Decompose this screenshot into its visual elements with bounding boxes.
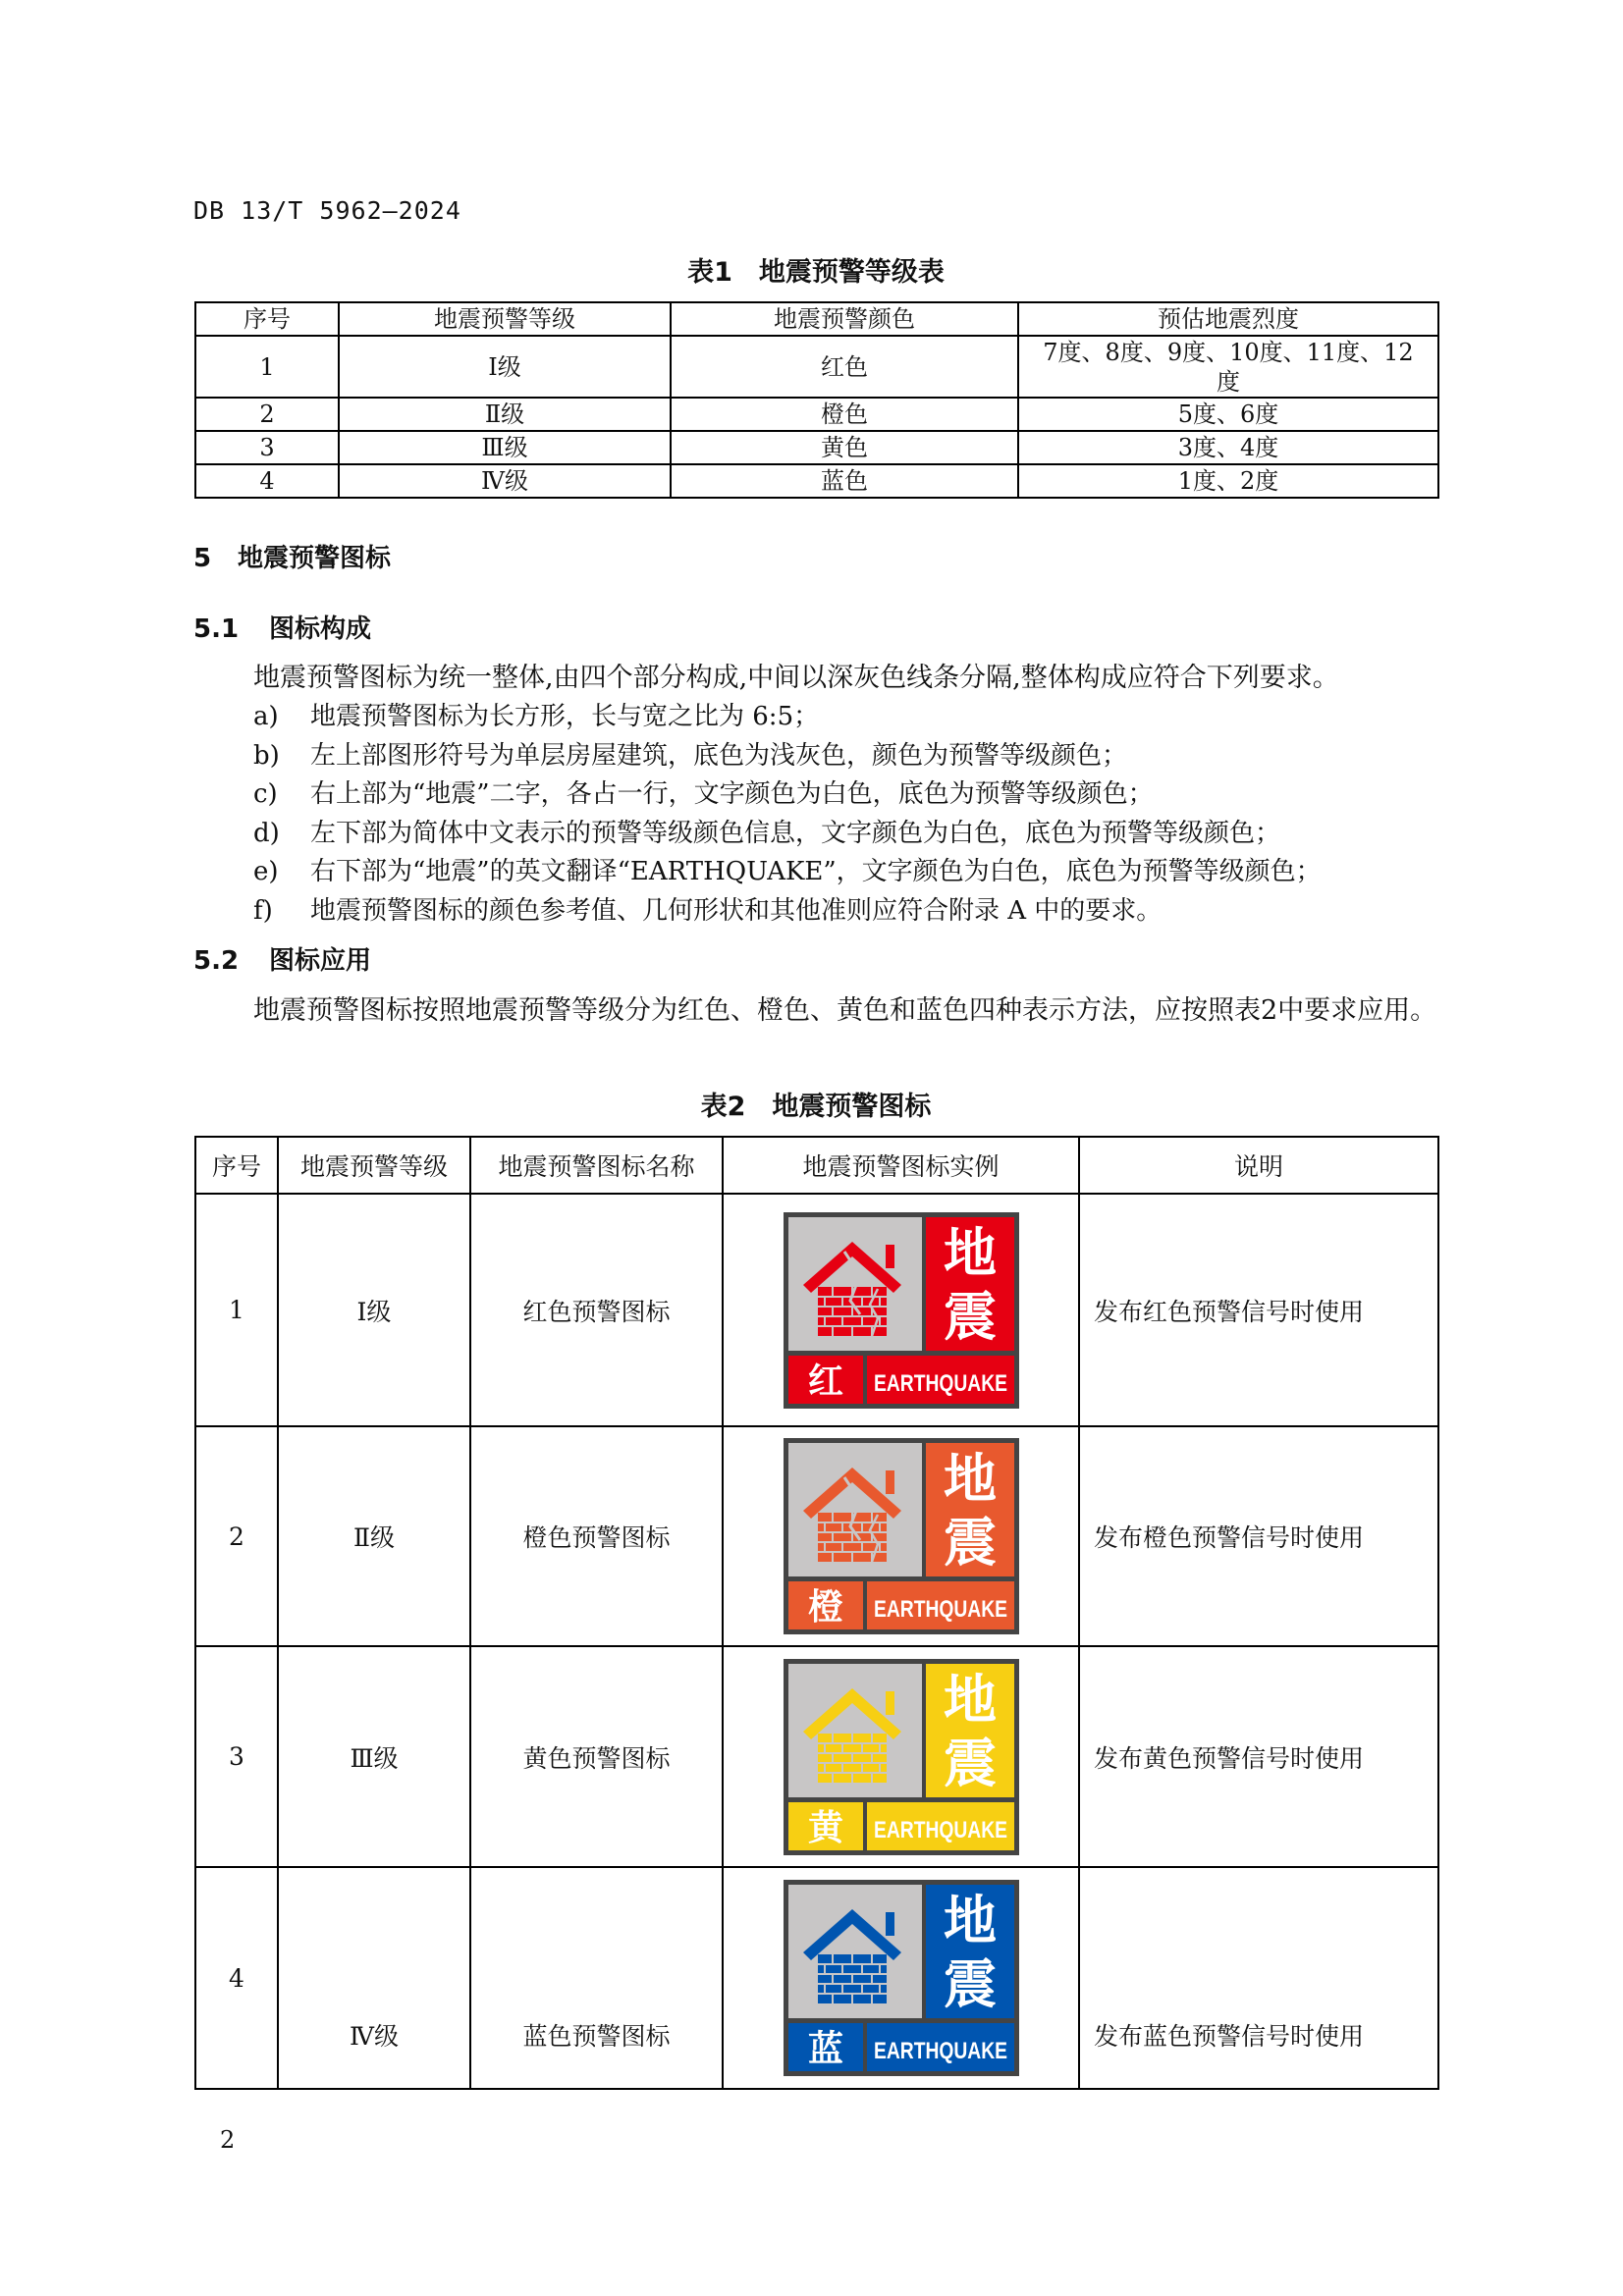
table-row: [195, 464, 1438, 498]
section-number: 5.1: [193, 614, 240, 644]
table1-cell-intensity: 3度、4度: [1018, 431, 1438, 464]
icon-english-label: EARTHQUAKE: [873, 1596, 1007, 1623]
table1-header-color: 地震预警颜色: [671, 302, 1018, 336]
section-5-heading: [193, 538, 391, 574]
yellow-warning-icon: [724, 1659, 1078, 1855]
list-text: 地震预警图标为长方形，长与宽之比为 6:5；: [310, 702, 820, 731]
table2-cell-name: 黄色预警图标: [470, 1646, 723, 1867]
section-5-2-intro: 地震预警图标按照地震预警等级分为红色、橙色、黄色和蓝色四种表示方法，应按照表2中要求应用。: [253, 995, 1437, 1026]
table2-cell-name: 蓝色预警图标: [470, 1867, 723, 2089]
table1-cell-color: 红色: [671, 336, 1018, 398]
section-number: 5.2: [193, 946, 240, 976]
table1-cell-intensity: 1度、2度: [1018, 464, 1438, 498]
icon-char-zhen: 震: [943, 1285, 997, 1348]
table-row: [195, 1646, 1438, 1867]
icon-char-zhen: 震: [943, 1732, 997, 1794]
table1-cell-color: 蓝色: [671, 464, 1018, 498]
list-item: [253, 737, 1322, 776]
icon-color-label: 蓝: [807, 2029, 843, 2069]
list-text: 右上部为“地震”二字，各占一行，文字颜色为白色，底色为预警等级颜色；: [310, 779, 1154, 809]
icon-char-di: 地: [943, 1890, 997, 1951]
list-marker: d): [253, 818, 280, 848]
table2-cell-level: Ⅱ级: [278, 1426, 470, 1646]
table1-header-intensity: 预估地震烈度: [1018, 302, 1438, 336]
icon-english-label: EARTHQUAKE: [873, 1369, 1007, 1397]
orange-warning-icon: [724, 1438, 1078, 1634]
icon-char-zhen: 震: [943, 1512, 997, 1574]
table2-header-description: 说明: [1079, 1137, 1438, 1194]
table1-cell-intensity: 5度、6度: [1018, 398, 1438, 431]
table1-cell-level: Ⅱ级: [339, 398, 671, 431]
table2-cell-no: 2: [195, 1426, 278, 1646]
table2-header-name: 地震预警图标名称: [470, 1137, 723, 1194]
section-title: 图标应用: [269, 946, 372, 976]
table-row: [195, 1426, 1438, 1646]
list-text: 左下部为简体中文表示的预警等级颜色信息，文字颜色为白色，底色为预警等级颜色；: [310, 818, 1281, 848]
section-title: 地震预警图标: [238, 544, 392, 573]
table1-cell-intensity: 7度、8度、9度、10度、11度、12度: [1018, 336, 1438, 398]
table1-cell-color: 橙色: [671, 398, 1018, 431]
table-row: [195, 398, 1438, 431]
icon-color-label: 黄: [807, 1807, 843, 1848]
icon-english-label: EARTHQUAKE: [873, 2038, 1007, 2064]
icon-char-zhen: 震: [943, 1953, 997, 2015]
table2-cell-name: 橙色预警图标: [470, 1426, 723, 1646]
table2-cell-no: 4: [195, 1867, 278, 2089]
section-5-2-heading: [193, 940, 371, 977]
icon-char-di: 地: [943, 1221, 997, 1284]
icon-english-label: EARTHQUAKE: [873, 1816, 1007, 1843]
table2-header-level: 地震预警等级: [278, 1137, 470, 1194]
table1-cell-level: Ⅳ级: [339, 464, 671, 498]
table2-earthquake-warning-icons: [194, 1136, 1439, 2090]
table2-cell-description: 发布橙色预警信号时使用: [1079, 1426, 1438, 1646]
table2-cell-icon: [723, 1426, 1079, 1646]
table2-header-no: 序号: [195, 1137, 278, 1194]
table2-cell-level: Ⅲ级: [278, 1646, 470, 1867]
page-number: 2: [220, 2126, 236, 2154]
list-marker: b): [253, 740, 280, 771]
earthquake-warning-icon: [784, 1880, 1019, 2076]
table1-header-level: 地震预警等级: [339, 302, 671, 336]
table2-caption: 表2 地震预警图标: [700, 1092, 932, 1122]
list-text: 右下部为“地震”的英文翻译“EARTHQUAKE”，文字颜色为白色，底色为预警等级颜色；: [310, 857, 1322, 886]
list-item: [253, 853, 1322, 892]
icon-color-label: 红: [807, 1361, 843, 1402]
list-marker: f): [253, 895, 273, 926]
list-item: [253, 815, 1322, 854]
document-id: DB 13/T 5962—2024: [193, 196, 461, 225]
list-marker: a): [253, 702, 279, 731]
table2-cell-name: 红色预警图标: [470, 1194, 723, 1426]
table1-caption: 表1 地震预警等级表: [687, 257, 945, 288]
table1-earthquake-warning-levels: [194, 301, 1439, 499]
table2-cell-no: 1: [195, 1194, 278, 1426]
earthquake-warning-icon: [784, 1438, 1019, 1634]
earthquake-warning-icon: [784, 1659, 1019, 1855]
table-row: [195, 1867, 1438, 2089]
table1-cell-no: 3: [195, 431, 339, 464]
section-number: 5: [193, 544, 212, 573]
table2-cell-icon: [723, 1646, 1079, 1867]
list-marker: e): [253, 857, 279, 886]
table1-header-no: 序号: [195, 302, 339, 336]
table2-cell-level: Ⅰ级: [278, 1194, 470, 1426]
section-title: 图标构成: [269, 614, 372, 644]
red-warning-icon: [724, 1212, 1078, 1409]
list-item: [253, 892, 1322, 932]
table2-cell-level: Ⅳ级: [278, 1867, 470, 2089]
table2-cell-description: 发布蓝色预警信号时使用: [1079, 1867, 1438, 2089]
icon-char-di: 地: [943, 1668, 997, 1731]
table1-cell-no: 2: [195, 398, 339, 431]
list-text: 地震预警图标的颜色参考值、几何形状和其他准则应符合附录 A 中的要求。: [310, 895, 1163, 926]
requirements-list: [253, 698, 1322, 931]
list-text: 左上部图形符号为单层房屋建筑，底色为浅灰色，颜色为预警等级颜色；: [310, 740, 1128, 771]
list-marker: c): [253, 779, 278, 809]
table1-cell-no: 4: [195, 464, 339, 498]
table2-cell-icon: [723, 1867, 1079, 2089]
table-row: [195, 336, 1438, 398]
table2-cell-description: 发布红色预警信号时使用: [1079, 1194, 1438, 1426]
list-item: [253, 698, 1322, 737]
table-row: [195, 1194, 1438, 1426]
icon-char-di: 地: [943, 1448, 997, 1510]
icon-color-label: 橙: [807, 1587, 843, 1628]
list-item: [253, 775, 1322, 815]
section-5-1-intro: 地震预警图标为统一整体,由四个部分构成,中间以深灰色线条分隔,整体构成应符合下列要求。: [253, 663, 1339, 693]
table2-cell-icon: [723, 1194, 1079, 1426]
table2-cell-no: 3: [195, 1646, 278, 1867]
table2-cell-description: 发布黄色预警信号时使用: [1079, 1646, 1438, 1867]
section-5-1-heading: [193, 609, 371, 645]
blue-warning-icon: [724, 1880, 1078, 2076]
table2-header-example: 地震预警图标实例: [723, 1137, 1079, 1194]
table1-cell-level: Ⅲ级: [339, 431, 671, 464]
table1-cell-no: 1: [195, 336, 339, 398]
table1-cell-color: 黄色: [671, 431, 1018, 464]
earthquake-warning-icon: [784, 1212, 1019, 1409]
table-row: [195, 431, 1438, 464]
table1-cell-level: Ⅰ级: [339, 336, 671, 398]
